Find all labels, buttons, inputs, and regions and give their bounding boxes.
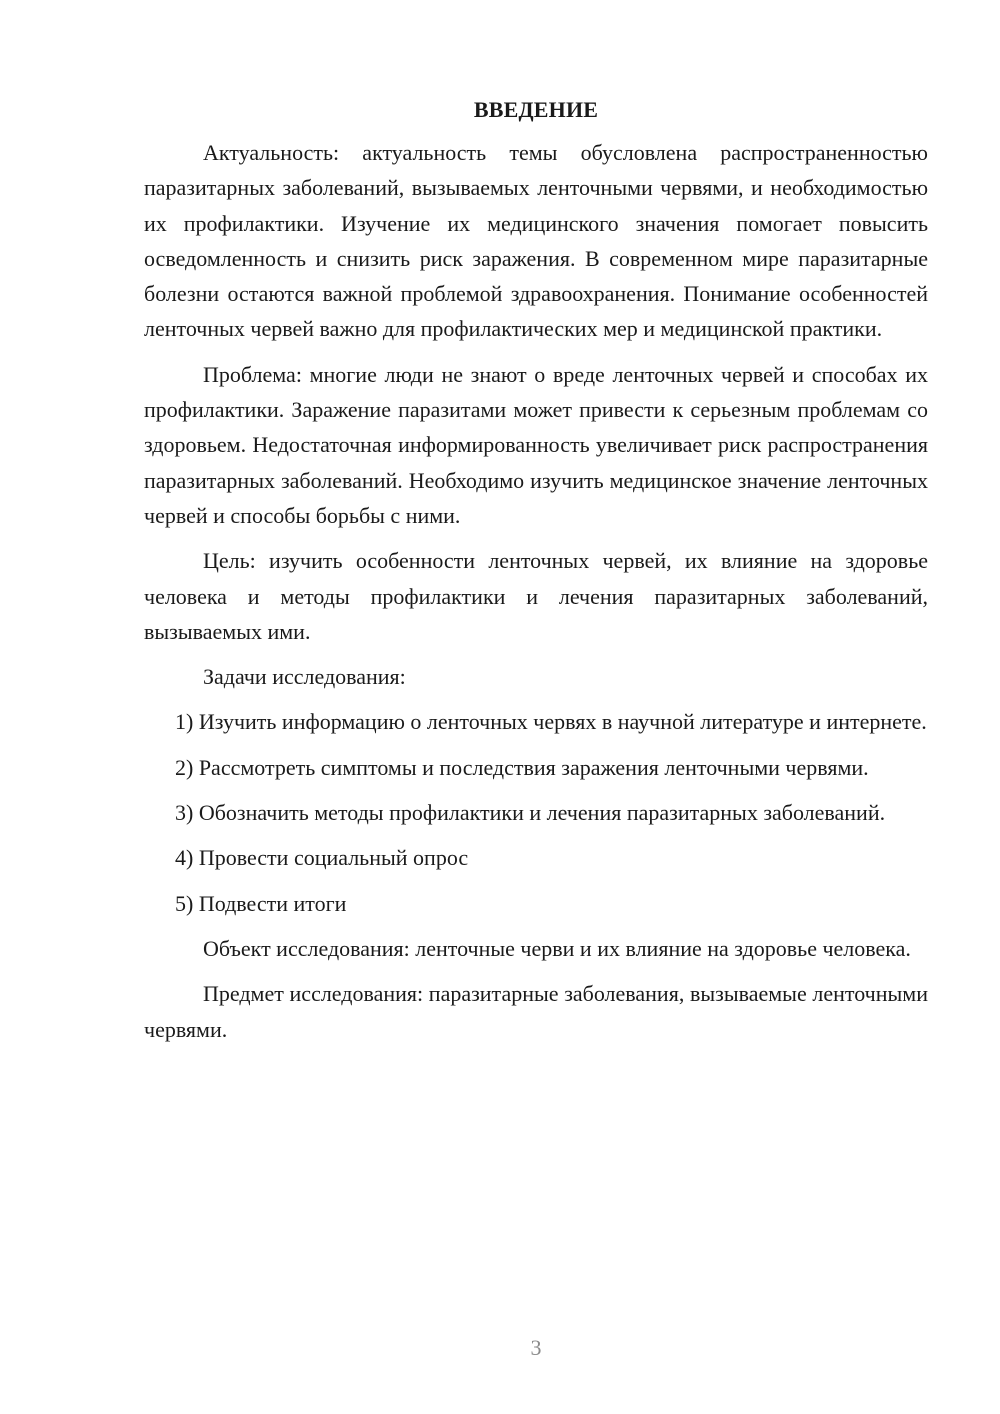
paragraph-relevance: Актуальность: актуальность темы обусловлена распространенностью паразитарных заболеваний, вызываемых ленточными червями, и необходимостью их профилактики. Изучение их медицинского значения помогает повысить осведомленность и снизить риск заражения. В современном мире паразитарные болезни остаются важной проблемой здравоохранения. Понимание особенностей ленточных червей важно для профилактических мер и медицинской практики.: [144, 140, 928, 342]
paragraph-goal: Цель: изучить особенности ленточных червей, их влияние на здоровье человека и методы профилактики и лечения паразитарных заболеваний, вызываемых ими.: [144, 548, 928, 644]
paragraph-subject: Предмет исследования: паразитарные заболевания, вызываемые ленточными червями.: [144, 981, 928, 1042]
task-item-1: 1) Изучить информацию о ленточных червях в научной литературе и интернете.: [175, 709, 927, 735]
task-item-2: 2) Рассмотреть симптомы и последствия заражения ленточными червями.: [175, 754, 869, 780]
document-body: [144, 95, 928, 1057]
paragraph-object: Объект исследования: ленточные черви и их влияние на здоровье человека.: [203, 935, 911, 961]
paragraph-problem: Проблема: многие люди не знают о вреде ленточных червей и способах их профилактики. Заражение паразитами может привести к серьезным проблемам со здоровьем. Недостаточная информированность увеличивает риск распространения паразитарных заболеваний. Необходимо изучить медицинское значение ленточных червей и способы борьбы с ними.: [144, 361, 928, 528]
section-title: ВВЕДЕНИЕ: [473, 97, 599, 122]
task-item-3: 3) Обозначить методы профилактики и лечения паразитарных заболеваний.: [175, 800, 886, 826]
task-item-5: 5) Подвести итоги: [175, 890, 347, 916]
paragraph-tasks-heading: Задачи исследования:: [203, 664, 406, 690]
task-item-4: 4) Провести социальный опрос: [175, 845, 469, 871]
page-number: 3: [530, 1335, 542, 1360]
